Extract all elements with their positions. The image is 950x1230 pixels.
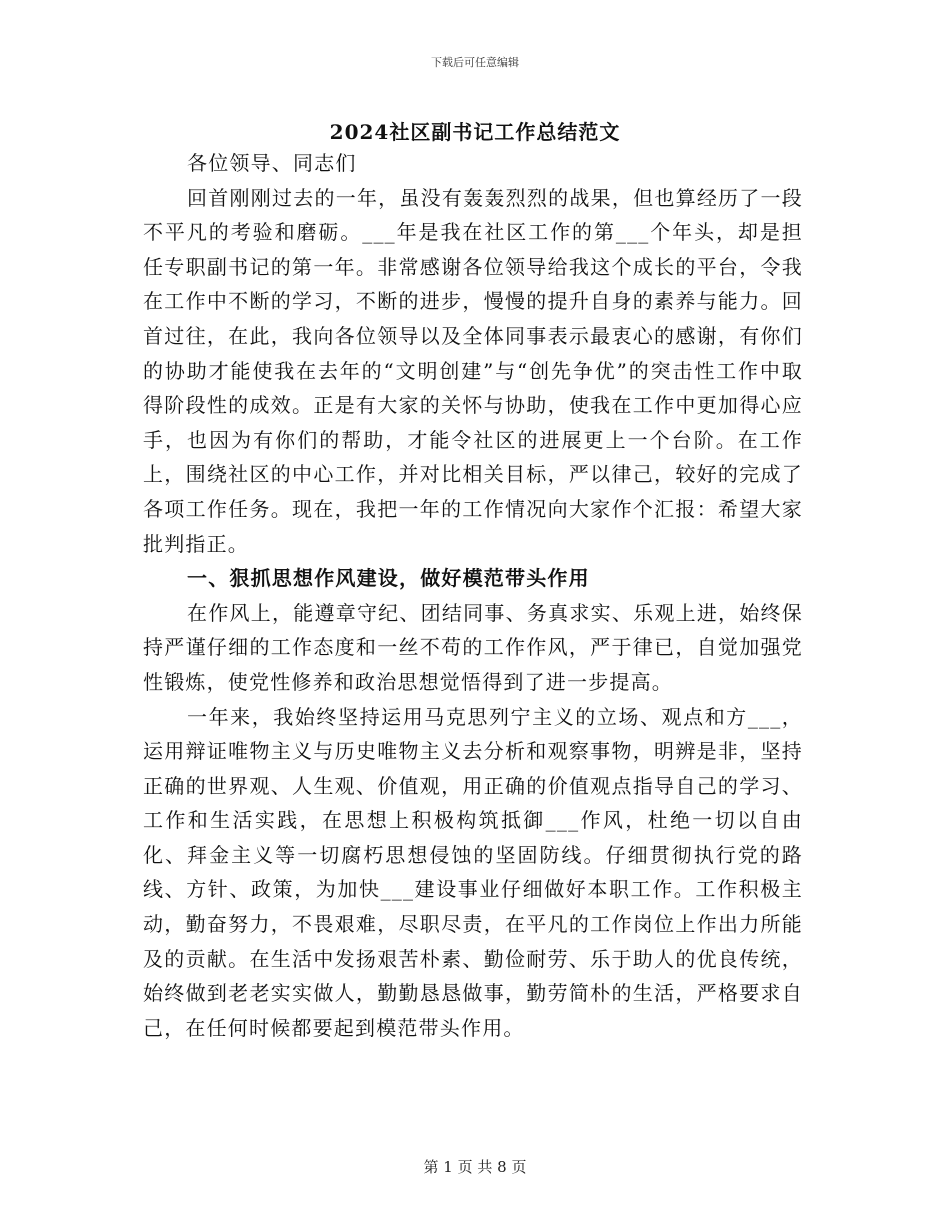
section-heading-1: 一、狠抓思想作风建设，做好模范带头作用 (187, 566, 590, 591)
page-header-note: 下载后可任意编辑 (431, 56, 519, 69)
document-title: 2024社区副书记工作总结范文 (329, 120, 621, 144)
paragraph-work-style: 在作风上，能遵章守纪、团结同事、务真求实、乐观上进，始终保持严谨仔细的工作态度和一丝不苟的工作作风，严于律已，自觉加强党性锻炼，使党性修养和政治思想觉悟得到了进一步提高。 (143, 600, 803, 694)
paragraph-intro: 回首刚刚过去的一年，虽没有轰轰烈烈的战果，但也算经历了一段不平凡的考验和磨砺。___年是我在社区工作的第___个年头，却是担任专职副书记的第一年。非常感谢各位领导给我这个成长的平台，令我在工作中不断的学习，不断的进步，慢慢的提升自身的素养与能力。回首过往，在此，我向各位领导以及全体同事表示最衷心的感谢，有你们的协助才能使我在去年的“文明创建”与“创先争优”的突击性工作中取得阶段性的成效。正是有大家的关怀与协助，使我在工作中更加得心应手，也因为有你们的帮助，才能令社区的进展更上一个台阶。在工作上，围绕社区的中心工作，并对比相关目标，严以律己，较好的完成了各项工作任务。现在，我把一年的工作情况向大家作个汇报：希望大家批判指正。 (143, 185, 803, 556)
page-footer-number: 第 1 页 共 8 页 (423, 1158, 527, 1176)
salutation: 各位领导、同志们 (187, 151, 357, 175)
document-body (143, 146, 803, 1045)
paragraph-year-review: 一年来，我始终坚持运用马克思列宁主义的立场、观点和方___，运用辩证唯物主义与历史唯物主义去分析和观察事物，明辨是非，坚持正确的世界观、人生观、价值观，用正确的价值观点指导自己的学习、工作和生活实践，在思想上积极构筑抵御___作风，杜绝一切以自由化、拜金主义等一切腐朽思想侵蚀的坚固防线。仔细贯彻执行党的路线、方针、政策，为加快___建设事业仔细做好本职工作。工作积极主动，勤奋努力，不畏艰难，尽职尽责，在平凡的工作岗位上作出力所能及的贡献。在生活中发扬艰苦朴素、勤俭耐劳、乐于助人的优良传统，始终做到老老实实做人，勤勤恳恳做事，勤劳简朴的生活，严格要求自己，在任何时候都要起到模范带头作用。 (143, 704, 803, 1040)
